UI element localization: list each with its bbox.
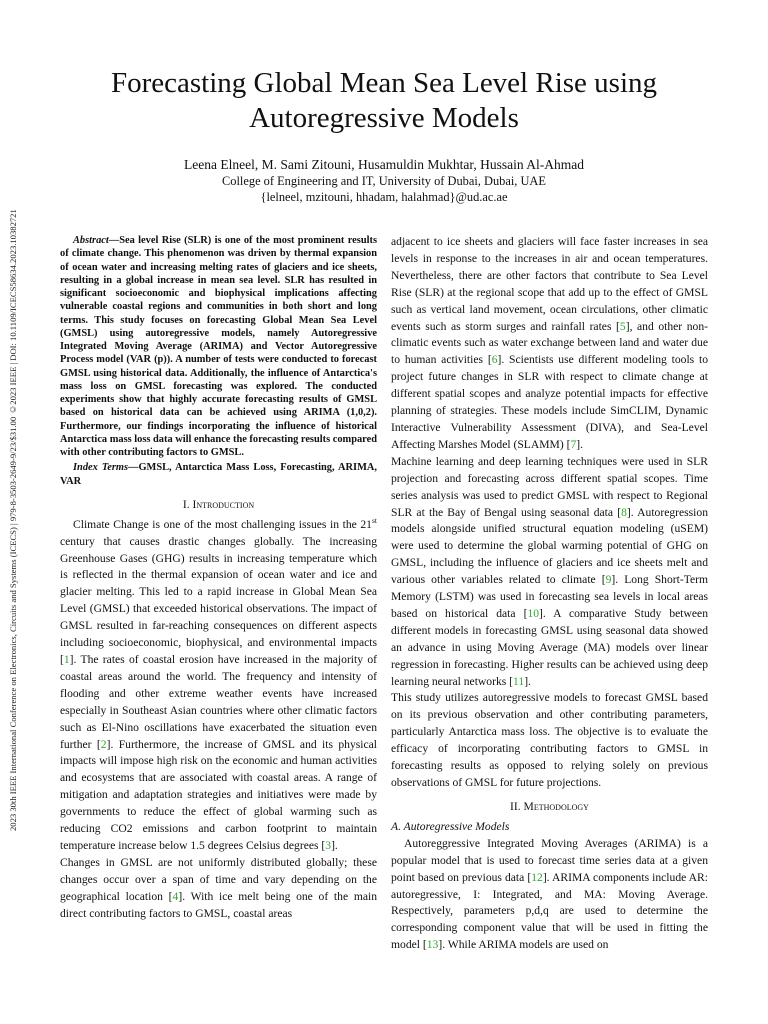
citation-link[interactable]: 5 <box>619 319 626 333</box>
intro-paragraph-2-start: Changes in GMSL are not uniformly distributed globally; these changes occur over a span of time and vary depending on the geographical location [4]. With ice melt being one of the main direct contributing factors to GMSL, coastal areas <box>60 855 378 920</box>
paper-authors: Leena Elneel, M. Sami Zitouni, Husamuldin Mukhtar, Hussain Al-Ahmad <box>184 157 584 172</box>
citation-link[interactable]: 3 <box>325 838 332 852</box>
citation-link[interactable]: 8 <box>621 505 627 519</box>
citation-link[interactable]: 6 <box>491 353 498 367</box>
abstract-text: —Sea level Rise (SLR) is one of the most prominent results of climate change. This phenomenon was driven by thermal expansion of ocean water and increasing melting rates of glaciers and ice sheets, resulting in a global increase in mean sea level. SLR has resulted in significant socioeconomic and biophysical implications affecting vulnerable coastal regions and communities in both short and long terms. This study focuses on forecasting Global Mean Sea Level (GMSL) using autoregressive models, namely Autoregressive Integrated Moving Average (ARIMA) and Vector Autoregressive Process model (VAR (p)). A number of tests were conducted to forecast GMSL using historical data. Additionally, the influence of Antarctica's mass loss on GMSL forecasting was explored. The conducted experiments show that highly accurate forecasting results of GMSL based on historical data can be achieved using ARIMA (1,0,2). Furthermore, our findings incorporating the influence of historical Antarctica mass loss data will enhance the forecasting results compared with other contributing factors to GMSL. <box>60 235 377 458</box>
author-affiliation: College of Engineering and IT, University of Dubai, Dubai, UAE <box>222 174 546 188</box>
citation-link[interactable]: 7 <box>570 437 577 451</box>
abstract <box>60 234 377 459</box>
citation-link[interactable]: 4 <box>172 889 179 903</box>
section-methodology-heading: II. Methodology <box>510 799 589 813</box>
author-emails: {lelneel, mzitouni, hhadam, halahmad}@ud.ac.ae <box>260 190 508 204</box>
intro-paragraph-3: Machine learning and deep learning techniques were used in SLR projection and forecasting across different spatial scopes. Time series analysis was used to predict GMSL with respect to Regional SLR at the Bay of Bengal using seasonal data [8]. Autoregression models alongside unified structural equation modeling (uSEM) were used to determine the global warming potential of GHG on GMSL, including the influence of glaciers and ice sheets melt and various other variables related to climate [9]. Long Short-Term Memory (LSTM) was used in forecasting sea levels in local areas based on historical data [10]. A comparative Study between different models in forecasting GMSL using seasonal data showed an advance in using Moving Average (MA) models over linear regression in forecasting. Higher results can be achieved using deep learning neural networks [11]. <box>391 454 709 688</box>
citation-link[interactable]: 2 <box>100 737 107 751</box>
citation-link[interactable]: 1 <box>63 653 70 666</box>
citation-link[interactable]: 13 <box>426 938 439 952</box>
index-terms <box>60 461 377 488</box>
index-terms-text: —GMSL, Antarctica Mass Loss, Forecasting, ARIMA, VAR <box>60 462 377 487</box>
conference-doi-sidenote: 2023 30th IEEE International Conference on Electronics, Circuits and Systems (ICECS) | 979-8-3503-2649-9/23/$31.00 ©2023 IEEE | DOI: 10.1109/ICECS58634.2023.10382721 <box>8 209 18 831</box>
section-introduction-heading: I. Introduction <box>182 497 255 511</box>
citation-link[interactable]: 12 <box>531 870 543 884</box>
citation-link[interactable]: 11 <box>513 674 525 688</box>
paper-title: Forecasting Global Mean Sea Level Rise using Autoregressive Models <box>110 67 658 134</box>
index-terms-label: Index Terms <box>73 462 129 474</box>
subsection-autoregressive-models-heading: A. Autoregressive Models <box>391 819 510 833</box>
right-column <box>391 234 708 1014</box>
intro-paragraph-2-continued: adjacent to ice sheets and glaciers will face faster increases in sea levels in response to the increases in air and ocean temperatures. Nevertheless, there are other factors that contribute to Sea Level Rise (SLR) at the regional scope that add up to the effect of GMSL such as vertical land movement, ocean circulations, other climatic events such as storm surges and rainfall rates [5], and other non-climatic events such as water exchange between land and water due to human activities [6]. Scientists use different modeling tools to project future changes in SLR with respect to climate change at different spatial scopes and analyze potential impacts for effective planning of strategies. These models include SimCLIM, Dynamic Interactive Vulnerability Assessment (DIVA), and Sea-Level Affecting Marshes Model (SLAMM) [7]. <box>391 235 708 451</box>
citation-link[interactable]: 9 <box>605 573 612 587</box>
left-column <box>60 234 377 1014</box>
citation-link[interactable]: 10 <box>527 606 540 620</box>
intro-paragraph-4: This study utilizes autoregressive models to forecast GMSL based on its previous observation and other contributing parameters, particularly Antarctica mass loss. The objective is to evaluate the efficacy of incorporating contributing factors to GMSL in forecasting results as opposed to relying solely on previous observations of GMSL for future projections. <box>391 691 708 789</box>
methodology-paragraph-1: Autoreggressive Integrated Moving Averages (ARIMA) is a popular model that is used to forecast time series data at a given point based on previous data [12]. ARIMA components include AR: autoregressive, I: Integrated, and MA: Moving Average. Respectively, parameters p,d,q are used to determine the corresponding component value that will be used in fitting the model [13]. While ARIMA models are used on <box>391 836 709 952</box>
abstract-label: Abstract <box>73 235 109 246</box>
intro-paragraph-1: Climate Change is one of the most challenging issues in the 21st century that causes drastic changes globally. The increasing Greenhouse Gases (GHG) results in increasing temperature which is reflected in the thermal expansion of ocean water and ice and glacier melting. This led to a rapid increase in Global Mean Sea Level (GMSL) that exceeded historical observations. The impact of GMSL resulted in far-reaching consequences on different aspects including socioeconomic, biophysical, and environmental impacts [1]. The rates of coastal erosion have increased in the majority of coastal areas around the world. The frequency and intensity of flooding and other extreme weather events have increased especially in Southeast Asian countries where other climatic factors such as El-Nino oscillations have exacerbated the situation even further [2]. Furthermore, the increase of GMSL and its physical impacts will impose high risk on the economic and human activities and ecosystems that are associated with coastal areas. A range of mitigation and adaptation strategies and initiatives were made by governments to reduce the effect of global warming such as reducing CO2 emissions and carbon footprint to maintain temperature increase below 1.5 degrees Celsius degrees [3]. <box>60 515 377 852</box>
